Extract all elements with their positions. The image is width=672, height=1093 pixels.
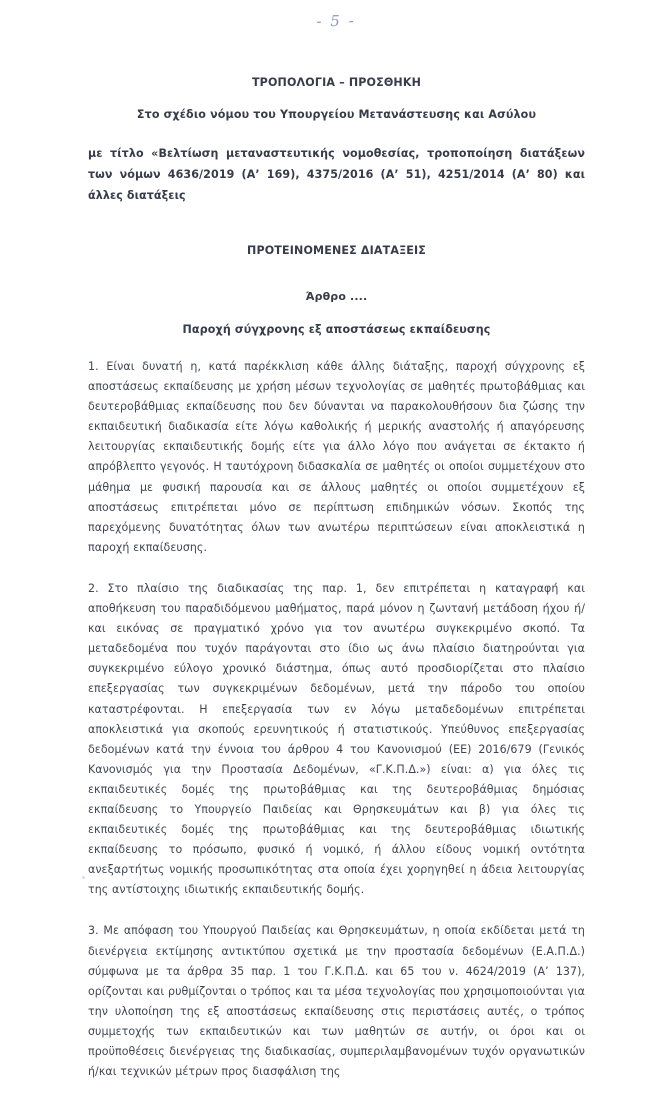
document-content	[88, 0, 585, 1093]
document-title: ΤΡΟΠΟΛΟΓΙΑ – ΠΡΟΣΘΗΚΗ	[251, 76, 422, 89]
bill-title: με τίτλο «Βελτίωση μεταναστευτικής νομοθεσίας, τροποποίηση διατάξεων των νόμων 4636/2019 (Α’ 169), 4375/2016 (Α’ 51), 4251/2014 (Α’ 80) και άλλες διατάξεις	[88, 147, 585, 202]
article-subtitle: Παροχή σύγχρονης εξ αποστάσεως εκπαίδευσης	[182, 323, 491, 336]
paragraph-1: 1. Είναι δυνατή η, κατά παρέκκλιση κάθε άλλης διάταξης, παροχή σύγχρονης εξ αποστάσεως εκπαίδευσης με χρήση μέσων τεχνολογίας σε μαθητές πρωτοβάθμιας και δευτεροβάθμιας εκπαίδευσης που δεν δύνανται να παρακολουθήσουν δια ζώσης την εκπαιδευτική διαδικασία είτε λόγω καθολικής ή μερικής αναστολής ή απαγόρευσης λειτουργίας εκπαιδευτικής δομής είτε για άλλο λόγο που ανάγεται σε έκτακτο ή απρόβλεπτο γεγονός. Η ταυτόχρονη διδασκαλία σε μαθητές οι οποίοι συμμετέχουν στο μάθημα με φυσική παρουσία και σε άλλους μαθητές οι οποίοι συμμετέχουν εξ αποστάσεως επιτρέπεται μόνο σε περίπτωση επιδημικών νόσων. Σκοπός της παρεχόμενης δυνατότητας όλων των ανωτέρω περιπτώσεων είναι αποκλειστικά η παροχή εκπαίδευσης.	[88, 360, 585, 554]
handwritten-page-number: - 5 -	[316, 11, 356, 31]
paragraph-2: 2. Στο πλαίσιο της διαδικασίας της παρ. 1, δεν επιτρέπεται η καταγραφή και αποθήκευση του παραδιδόμενου μαθήματος, παρά μόνον η ζωντανή μετάδοση ήχου ή/και εικόνας σε πραγματικό χρόνο για τον ανωτέρω συγκεκριμένο σκοπό. Τα μεταδεδομένα που τυχόν παράγονται στο ίδιο ως άνω πλαίσιο διατηρούνται για συγκεκριμένο εύλογο χρονικό διάστημα, όπως αυτό προσδιορίζεται στο πλαίσιο επεξεργασίας των συγκεκριμένων δεδομένων, μετά την πάροδο του οποίου καταστρέφονται. Η επεξεργασία των εν λόγω μεταδεδομένων επιτρέπεται αποκλειστικά για σκοπούς ερευνητικούς ή στατιστικούς. Υπεύθυνος επεξεργασίας δεδομένων κατά την έννοια του άρθρου 4 του Κανονισμού (ΕΕ) 2016/679 (Γενικός Κανονισμός για την Προστασία Δεδομένων, «Γ.Κ.Π.Δ.») είναι: α) για όλες τις εκπαιδευτικές δομές της πρωτοβάθμιας και της δευτεροβάθμιας δημόσιας εκπαίδευσης το Υπουργείο Παιδείας και Θρησκευμάτων και β) για όλες τις εκπαιδευτικές δομές της πρωτοβάθμιας και της δευτεροβάθμιας ιδιωτικής εκπαίδευσης το πρόσωπο, φυσικό ή νομικό, ή άλλου είδους νομική οντότητα ανεξαρτήτως νομικής προσωπικότητας στα οποία έχει χορηγηθεί η άδεια λειτουργίας της αντίστοιχης ιδιωτικής εκπαιδευτικής δομής.	[88, 581, 585, 897]
article-heading: Άρθρο ....	[305, 290, 368, 303]
proposed-provisions-heading: ΠΡΟΤΕΙΝΟΜΕΝΕΣ ΔΙΑΤΑΞΕΙΣ	[247, 244, 426, 257]
scan-artifact-speck	[82, 876, 85, 879]
paragraph-3: 3. Με απόφαση του Υπουργού Παιδείας και Θρησκευμάτων, η οποία εκδίδεται μετά τη διενέργεια εκτίμησης αντικτύπου σχετικά με την προστασία δεδομένων (Ε.Α.Π.Δ.) σύμφωνα με τα άρθρα 35 παρ. 1 του Γ.Κ.Π.Δ. και 65 του ν. 4624/2019 (Α’ 137), ορίζονται και ρυθμίζονται ο τρόπος και τα μέσα τεχνολογίας που χρησιμοποιούνται για την υλοποίηση της εξ αποστάσεως εκπαίδευσης στις περιστάσεις αυτές, ο τρόπος συμμετοχής των εκπαιδευτικών και των μαθητών σε αυτήν, οι όροι και οι προϋποθέσεις διενέργειας της διαδικασίας, συμπεριλαμβανομένων τυχόν οργανωτικών ή/και τεχνικών μέτρων προς διασφάλιση της	[88, 924, 585, 1079]
document-subtitle: Στο σχέδιο νόμου του Υπουργείου Μετανάστευσης και Ασύλου	[136, 108, 537, 121]
